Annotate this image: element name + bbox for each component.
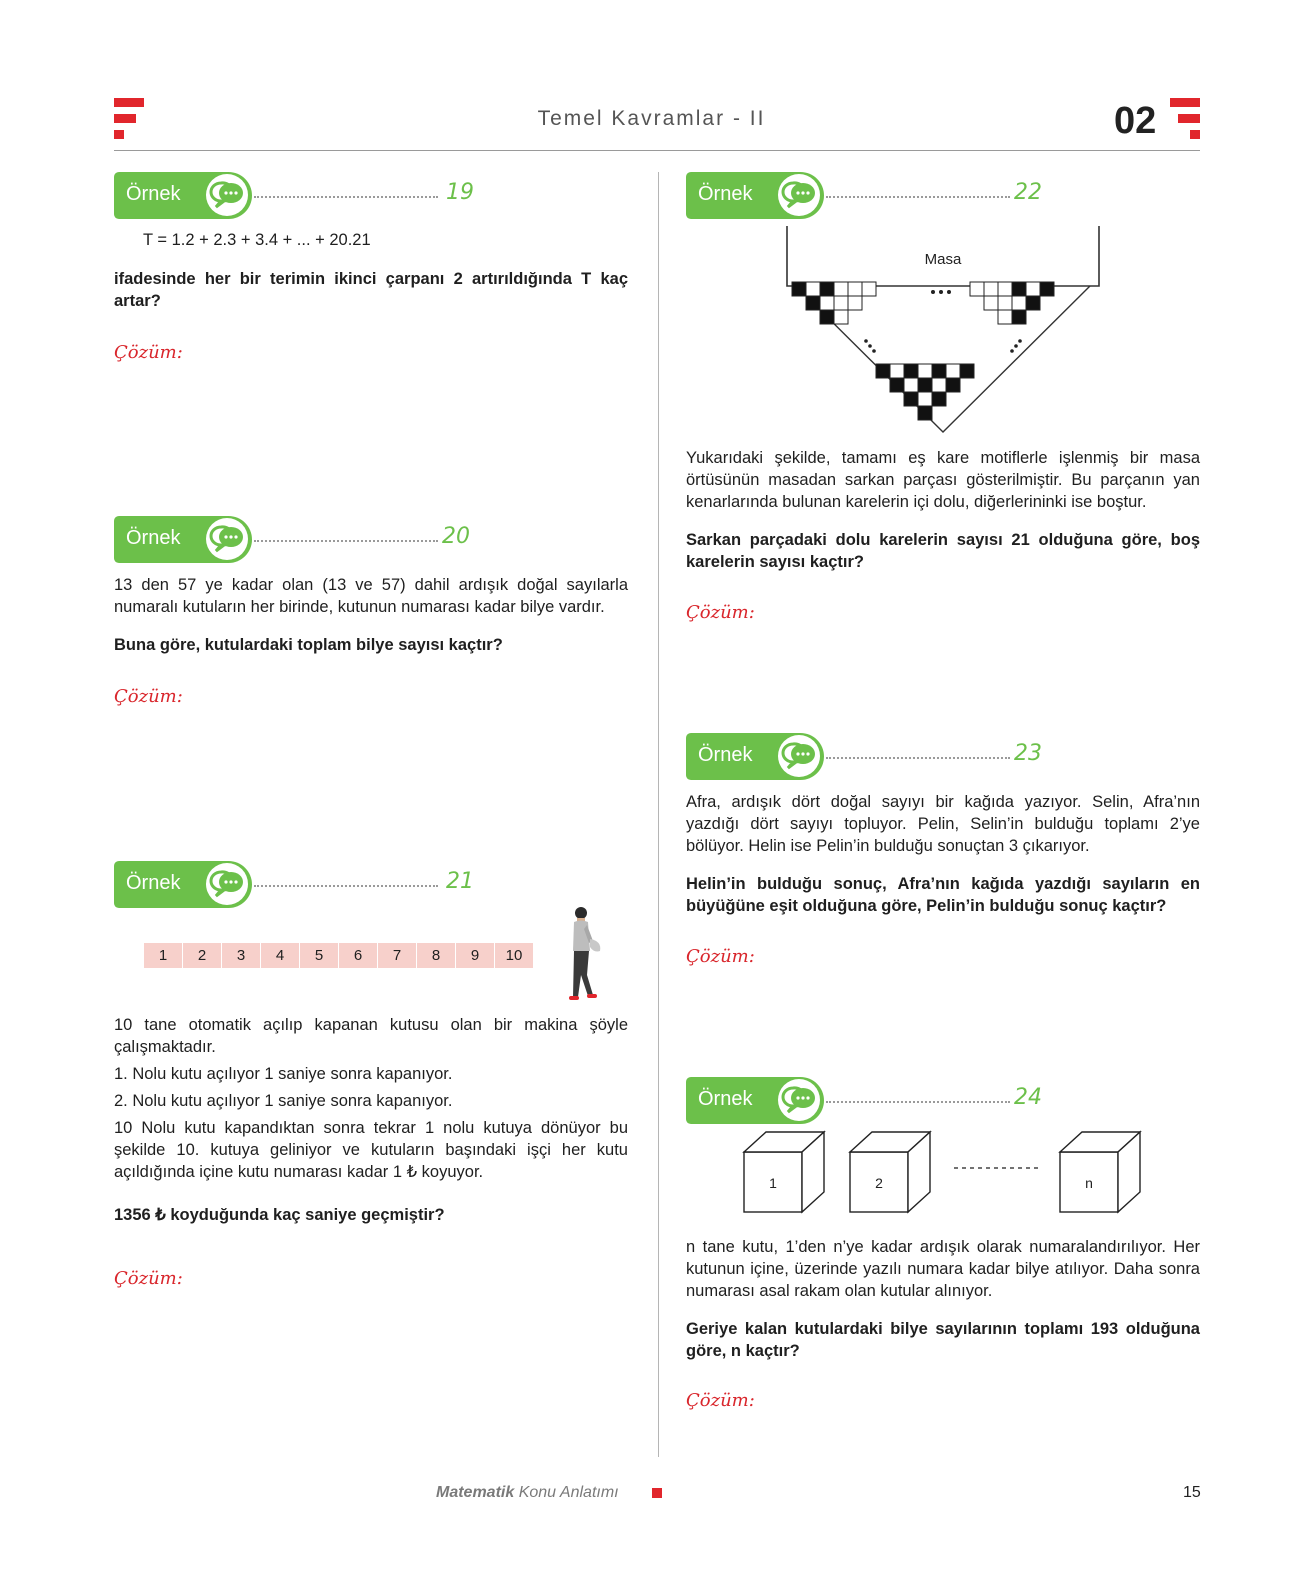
cube-n — [1060, 1132, 1140, 1212]
filled-tile — [890, 378, 904, 392]
chat-bubbles-icon — [778, 174, 820, 216]
empty-tile — [834, 282, 848, 296]
numbered-box: 7 — [378, 943, 416, 968]
example-number-20: 20 — [442, 524, 470, 549]
example-number-24: 24 — [1014, 1085, 1042, 1110]
dotted-leader — [826, 757, 1010, 759]
dotted-leader — [254, 885, 438, 887]
empty-tile — [862, 282, 876, 296]
numbered-box: 5 — [300, 943, 338, 968]
empty-tile — [1012, 296, 1026, 310]
ornek-badge-22 — [686, 172, 824, 219]
dotted-leader — [254, 540, 438, 542]
chat-bubbles-icon — [778, 1079, 820, 1121]
empty-tile — [904, 378, 918, 392]
chat-bubbles-icon — [206, 174, 248, 216]
numbered-box: 4 — [261, 943, 299, 968]
filled-tile — [876, 364, 890, 378]
ornek-label: Örnek — [126, 872, 181, 894]
empty-tile — [848, 296, 862, 310]
cube-label: 2 — [875, 1175, 883, 1191]
example-number-22: 22 — [1014, 180, 1042, 205]
filled-tile — [1012, 310, 1026, 324]
solution-label-20: Çözüm: — [114, 686, 183, 707]
numbered-box: 6 — [339, 943, 377, 968]
filled-tile — [904, 364, 918, 378]
footer-title-rest: Konu Anlatımı — [514, 1484, 619, 1501]
empty-tile — [806, 282, 820, 296]
ornek-badge-24 — [686, 1077, 824, 1124]
filled-tile — [820, 282, 834, 296]
empty-tile — [820, 296, 834, 310]
numbered-box: 10 — [495, 943, 533, 968]
empty-tile — [984, 282, 998, 296]
ornek-label: Örnek — [698, 1088, 753, 1110]
empty-tile — [834, 296, 848, 310]
filled-tile — [792, 282, 806, 296]
numbered-box: 8 — [417, 943, 455, 968]
filled-tile — [1040, 282, 1054, 296]
filled-tile — [1012, 282, 1026, 296]
filled-tile — [1026, 296, 1040, 310]
ornek-badge-21 — [114, 861, 252, 908]
filled-tile — [918, 406, 932, 420]
filled-tile — [932, 392, 946, 406]
empty-tile — [918, 364, 932, 378]
solution-label-23: Çözüm: — [686, 946, 755, 967]
ornek-label: Örnek — [698, 183, 753, 205]
dotted-leader — [254, 196, 438, 198]
empty-tile — [1026, 282, 1040, 296]
footer-subject: Matematik — [436, 1484, 515, 1501]
ornek-badge-20 — [114, 516, 252, 563]
chat-bubbles-icon — [206, 518, 248, 560]
formula-19: T = 1.2 + 2.3 + 3.4 + ... + 20.21 — [143, 231, 371, 249]
solution-label-19: Çözüm: — [114, 342, 183, 363]
footer-book-title — [436, 1484, 619, 1502]
cube-label: 1 — [769, 1175, 777, 1191]
solution-label-24: Çözüm: — [686, 1390, 755, 1411]
question-23: Helin’in bulduğu sonuç, Afra’nın kağıda yazdığı sayıların en büyüğüne eşit olduğuna göre, Pelin’in bulduğu sonuç kaçtır? — [686, 875, 1200, 915]
dotted-leader — [826, 1101, 1010, 1103]
dotted-leader — [826, 196, 1010, 198]
publisher-logo-right — [1170, 98, 1202, 140]
column-divider — [658, 172, 659, 1457]
numbered-box: 3 — [222, 943, 260, 968]
numbered-boxes-row — [144, 943, 534, 968]
filled-tile — [960, 364, 974, 378]
worker-figure-illustration — [560, 905, 610, 1005]
chat-bubbles-icon — [778, 735, 820, 777]
numbered-box: 1 — [144, 943, 182, 968]
filled-tile — [820, 310, 834, 324]
empty-tile — [998, 296, 1012, 310]
empty-tile — [848, 282, 862, 296]
filled-tile — [806, 296, 820, 310]
rule-line-3: 10 Nolu kutu kapandıktan sonra tekrar 1 nolu kutuya dönüyor bu şekilde 10. kutuya geliniyor ve kutuların başındaki işçi her kutu açıldığında içine kutu numarası kadar 1 ₺ koyuyor. — [114, 1119, 628, 1181]
question-21: 1356 ₺ koyduğunda kaç saniye geçmiştir? — [114, 1206, 445, 1224]
empty-tile — [998, 310, 1012, 324]
table-label: Masa — [924, 251, 962, 268]
filled-tile — [946, 378, 960, 392]
ornek-label: Örnek — [126, 183, 181, 205]
empty-tile — [998, 282, 1012, 296]
numbered-box: 9 — [456, 943, 494, 968]
numbered-box: 2 — [183, 943, 221, 968]
page-number: 15 — [1183, 1484, 1201, 1501]
ornek-label: Örnek — [698, 744, 753, 766]
filled-tile — [918, 378, 932, 392]
empty-tile — [946, 364, 960, 378]
text-22: Yukarıdaki şekilde, tamamı eş kare motiflerle işlenmiş bir masa örtüsünün masadan sarkan parçası gösterilmiştir. Bu parçanın yan kenarlarında bulunan karelerin içi dolu, diğerlerininki ise boştur. — [686, 449, 1200, 511]
tile-group-top-left — [792, 282, 876, 324]
cube-2 — [850, 1132, 930, 1212]
ornek-badge-23 — [686, 733, 824, 780]
tile-group-bottom — [876, 364, 974, 420]
empty-tile — [890, 364, 904, 378]
empty-tile — [932, 378, 946, 392]
text-20: 13 den 57 ye kadar olan (13 ve 57) dahil ardışık doğal sayılarla numaralı kutuların her birinde, kutunun numarası kadar bilye vardır. — [114, 576, 628, 616]
chat-bubbles-icon — [206, 863, 248, 905]
footer-marker — [652, 1488, 662, 1498]
tile-group-top-right — [970, 282, 1054, 324]
empty-tile — [984, 296, 998, 310]
empty-tile — [918, 392, 932, 406]
filled-tile — [904, 392, 918, 406]
empty-tile — [970, 282, 984, 296]
example-number-21: 21 — [446, 869, 474, 894]
intro-21: 10 tane otomatik açılıp kapanan kutusu olan bir makina şöyle çalışmaktadır. — [114, 1016, 628, 1056]
numbered-cubes-diagram — [742, 1130, 1148, 1214]
rule-line-1: 1. Nolu kutu açılıyor 1 saniye sonra kapanıyor. — [114, 1065, 453, 1083]
cube-1 — [744, 1132, 824, 1212]
filled-tile — [932, 364, 946, 378]
question-20: Buna göre, kutulardaki toplam bilye sayısı kaçtır? — [114, 636, 503, 654]
question-22: Sarkan parçadaki dolu karelerin sayısı 21 olduğuna göre, boş karelerin sayısı kaçtır? — [686, 531, 1200, 571]
rule-line-2: 2. Nolu kutu açılıyor 1 saniye sonra kapanıyor. — [114, 1092, 453, 1110]
empty-tile — [834, 310, 848, 324]
example-number-23: 23 — [1014, 741, 1042, 766]
example-number-19: 19 — [446, 180, 474, 205]
ornek-badge-19 — [114, 172, 252, 219]
question-24: Geriye kalan kutulardaki bilye sayılarının toplamı 193 olduğuna göre, n kaçtır? — [686, 1320, 1200, 1360]
header-rule — [114, 150, 1200, 151]
cube-label: n — [1085, 1175, 1093, 1191]
tablecloth-diagram — [780, 226, 1106, 436]
solution-label-22: Çözüm: — [686, 602, 755, 623]
solution-label-21: Çözüm: — [114, 1268, 183, 1289]
text-23: Afra, ardışık dört doğal sayıyı bir kağıda yazıyor. Selin, Afra’nın yazdığı dört sayıyı topluyor. Pelin, Selin’in bulduğu toplamı 2’ye bölüyor. Helin ise Pelin’in bulduğu sonuçtan 3 çıkarıyor. — [686, 793, 1200, 855]
chapter-number: 02 — [1114, 100, 1157, 142]
question-19: ifadesinde her bir terimin ikinci çarpanı 2 artırıldığında T kaç artar? — [114, 270, 628, 310]
text-24: n tane kutu, 1’den n’ye kadar ardışık olarak numaralandırılıyor. Her kutunun içine, üzerinde yazılı numara kadar bilye atılıyor. Daha sonra numarası asal rakam olan kutular alınıyor. — [686, 1238, 1200, 1300]
ornek-label: Örnek — [126, 527, 181, 549]
page-title: Temel Kavramlar - II — [537, 107, 766, 130]
